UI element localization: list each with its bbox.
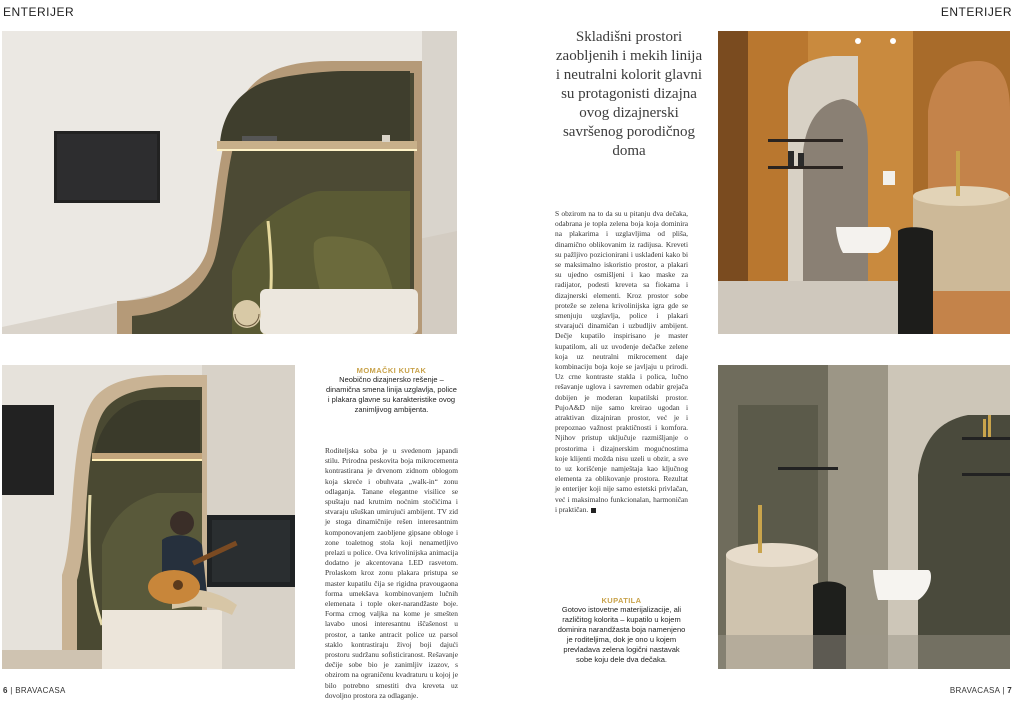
body-text-right-column — [555, 209, 688, 575]
body-paragraph-right-text: S obzirom na to da su u pitanju dva dečaka, odabrana je topla zelena boja koja dominira na plakarima i uzglavljima od pliša, dinamično oblikovanim iz radijusa. Kreveti su pažljivo pozicionirani i usklađeni kako bi se maksimalno iskoristio prostor, a plakari su ujedno osmišljeni i kao maske za radijator, podesti kreveta sa fiokama i dizajnerski elementi. Kroz prostor sobe proteže se zelena krivolinijska igra gde se smenjuju uzglavlja, police i plakari stvarajući dinamičan i uzbudljiv ambijent. Dečje kupatilo inspirisano je master kupatilom, ali uz uvođenje dečačke zelene koja uz neutralni mikrocement daje kombinaciju boja koje se javljaju u prirodi. Uz crne kontraste stakla i polica, lučno rešavanje uglova i savremen odabir grejača dobijen je moderan kupatilski prostor. PujoA&D nije samo kreirao ugodan i atraktivan dizajniran prostor, već je i prepoznao važnost praktičnosti i komfora. Njihov pristup uključuje razmišljanje o prostorima i dizajnerskim mogućnostima koje klijenti možda nisu uzeli u obzir, a sve to uz korišćenje namještaja kao ključnog elementa za oblikovanje prostora. Rezultat je enterijer koji nije samo estetski privlačan, već i maksimalno funkcionalan, harmoničan i praktičan. — [555, 209, 688, 514]
photo-bedroom-tv-wall — [2, 31, 457, 334]
section-label-right: ENTERIJER — [940, 5, 1012, 19]
end-of-article-icon — [591, 508, 596, 513]
photo-boy-guitar — [2, 365, 295, 669]
body-paragraph-left: Roditeljska soba je u svedenom japandi stilu. Prirodna peskovita boja mikrocementa kontrastirana je drvenom zidnom oblogom koja skreće i obuhvata „walk-in“ zonu odlaganja. Tanane elegantne visilice se spuštaju nad krutnim noćnim stočićima i stvaraju ušuškan umirujući ambijent. TV zid je stoga dinamičnije rešen interesantnim komponovanjem zaobljene gipsane obloge i zone toaletnog stola koji nenametljivo prelazi u police. Ova krivolinijska animacija dodatno je akcentovana LED rasvetom. Prolaskom kroz zonu plakara pristupa se master kupatilu čija se rigidna pravougaona forma umekšava kombinovanjem lučnih elemenata i tople oker-narandžaste boje. Forma crnog valjka na kome je smešten lavabo unosi interesantnu iščašenost u prostor, a tanke antracit police uz parsol staklo kontrastiraju živoj boji dajući prostoru sudržanu sofisticiranost. Rešavanje dečije sobe bio je zanimljiv izazov, s obzirom na ograničenu kvadraturu u kojoj je bilo potrebno smestiti dva kreveta uz dovoljno prostora za odlaganje. — [325, 446, 458, 700]
footer-left-page-number: 6 — [3, 686, 8, 695]
caption-bathroom-text: Gotovo istovetne materijalizacije, ali različitog kolorita – kupatilo u kojem dominira narandžasta boja namenjeno je roditeljima, dok je ono u kojem prevladava zelena logični nastavak sobe koju dele dva dečaka. — [557, 605, 686, 664]
footer-left-brand: BRAVACASA — [15, 686, 66, 695]
photo-green-bathroom — [718, 365, 1010, 669]
footer-right-brand: BRAVACASA — [949, 686, 1000, 695]
caption-boys-room-text: Neobično dizajnersko rešenje – dinamična smena linija uzglavlja, police i plakara glavne su karakteristike ovog zanimljivog ambijenta. — [326, 375, 457, 414]
caption-bathroom-title: KUPATILA — [601, 596, 642, 605]
body-text-left-column — [325, 446, 458, 700]
article-headline: Skladišni prostori zaobljenih i mekih linija i neutralni kolorit glavni su protagonisti dizajna ovog dizajnerski savršenog porodičnog doma — [555, 29, 703, 159]
photo-orange-bathroom — [718, 31, 1010, 334]
footer-right: BRAVACASA | 7 — [949, 686, 1012, 695]
footer-left: 6 | BRAVACASA — [3, 686, 66, 695]
body-paragraph-right — [555, 209, 688, 515]
section-label-left: ENTERIJER — [3, 5, 75, 19]
caption-boys-room-title: MOMAČKI KUTAK — [356, 366, 427, 375]
footer-right-page-number: 7 — [1007, 686, 1012, 695]
